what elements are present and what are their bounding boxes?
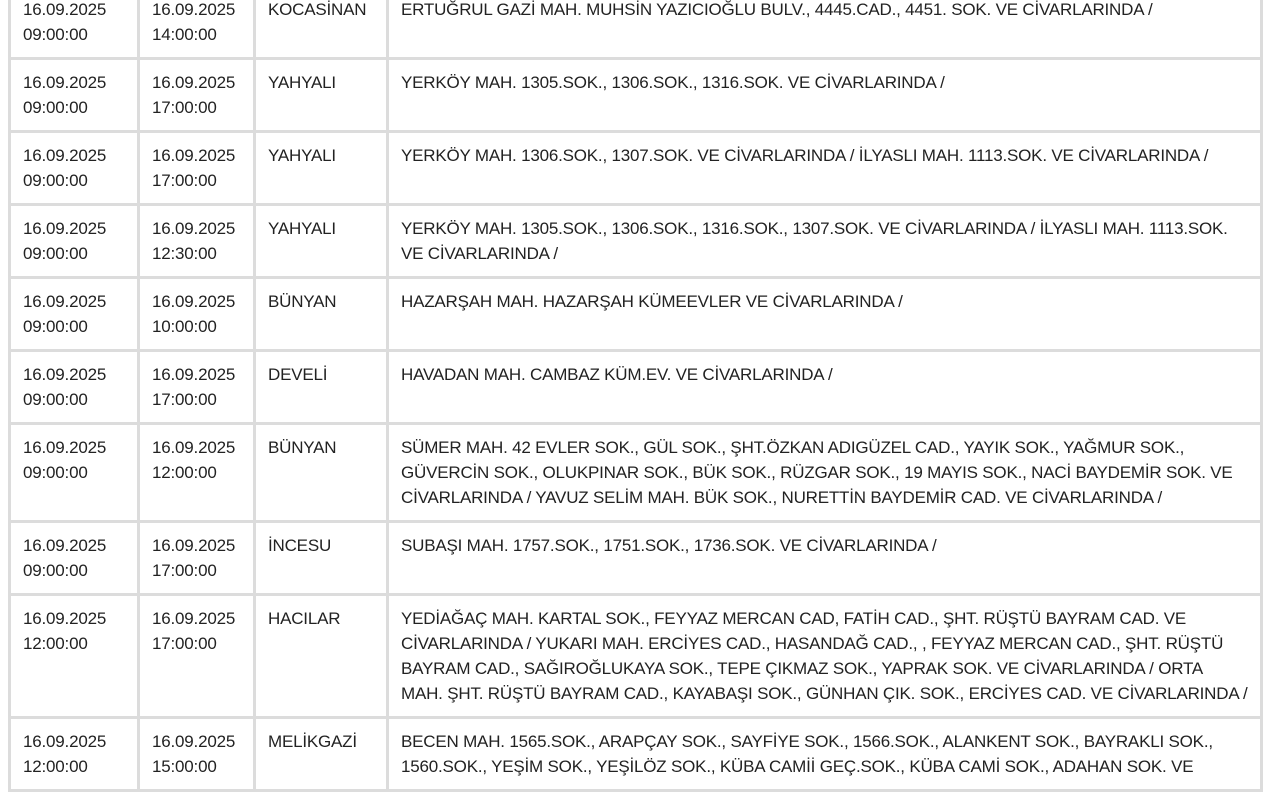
- end-datetime-cell: [140, 352, 253, 422]
- end-time: 17:00:00: [152, 98, 217, 117]
- start-date: 16.09.2025: [23, 609, 107, 628]
- description-cell: HAVADAN MAH. CAMBAZ KÜM.EV. VE CİVARLARINDA /: [389, 352, 1260, 422]
- start-datetime-cell: [11, 523, 137, 593]
- description-cell: SUBAŞI MAH. 1757.SOK., 1751.SOK., 1736.SOK. VE CİVARLARINDA /: [389, 523, 1260, 593]
- end-date: 16.09.2025: [152, 609, 236, 628]
- start-time: 12:00:00: [23, 757, 88, 776]
- start-date: 16.09.2025: [23, 292, 107, 311]
- table-row: [11, 133, 1260, 203]
- start-time: 09:00:00: [23, 171, 88, 190]
- table-row: [11, 425, 1260, 520]
- end-date: 16.09.2025: [152, 365, 236, 384]
- end-time: 17:00:00: [152, 171, 217, 190]
- power-outage-table: [8, 0, 1263, 792]
- end-datetime-cell: [140, 0, 253, 57]
- end-datetime-cell: [140, 133, 253, 203]
- end-date: 16.09.2025: [152, 732, 236, 751]
- start-time: 09:00:00: [23, 463, 88, 482]
- start-date: 16.09.2025: [23, 0, 107, 19]
- end-date: 16.09.2025: [152, 292, 236, 311]
- end-time: 17:00:00: [152, 561, 217, 580]
- end-datetime-cell: [140, 523, 253, 593]
- end-time: 17:00:00: [152, 390, 217, 409]
- start-date: 16.09.2025: [23, 146, 107, 165]
- district-cell: İNCESU: [256, 523, 386, 593]
- district-cell: MELİKGAZİ: [256, 719, 386, 789]
- start-time: 09:00:00: [23, 25, 88, 44]
- description-cell: YEDİAĞAÇ MAH. KARTAL SOK., FEYYAZ MERCAN CAD, FATİH CAD., ŞHT. RÜŞTÜ BAYRAM CAD. VE CİVARLARINDA / YUKARI MAH. ERCİYES CAD., HASANDAĞ CAD., , FEYYAZ MERCAN CAD., ŞHT. RÜŞTÜ BAYRAM CAD., SAĞIROĞLUKAYA SOK., TEPE ÇIKMAZ SOK., YAPRAK SOK. VE CİVARLARINDA / ORTA MAH. ŞHT. RÜŞTÜ BAYRAM CAD., KAYABAŞI SOK., GÜNHAN ÇIK. SOK., ERCİYES CAD. VE CİVARLARINDA /: [389, 596, 1260, 716]
- district-cell: YAHYALI: [256, 133, 386, 203]
- table-row: [11, 596, 1260, 716]
- district-cell: DEVELİ: [256, 352, 386, 422]
- end-time: 12:30:00: [152, 244, 217, 263]
- district-cell: YAHYALI: [256, 60, 386, 130]
- end-datetime-cell: [140, 279, 253, 349]
- start-datetime-cell: [11, 352, 137, 422]
- table-row: [11, 206, 1260, 276]
- start-date: 16.09.2025: [23, 365, 107, 384]
- start-time: 09:00:00: [23, 244, 88, 263]
- table-row: [11, 60, 1260, 130]
- table-row: [11, 279, 1260, 349]
- end-date: 16.09.2025: [152, 536, 236, 555]
- district-cell: KOCASİNAN: [256, 0, 386, 57]
- end-date: 16.09.2025: [152, 73, 236, 92]
- start-date: 16.09.2025: [23, 219, 107, 238]
- table-row: [11, 352, 1260, 422]
- description-cell: ERTUĞRUL GAZİ MAH. MUHSİN YAZICIOĞLU BULV., 4445.CAD., 4451. SOK. VE CİVARLARINDA /: [389, 0, 1260, 57]
- description-cell: BECEN MAH. 1565.SOK., ARAPÇAY SOK., SAYFİYE SOK., 1566.SOK., ALANKENT SOK., BAYRAKLI SOK., 1560.SOK., YEŞİM SOK., YEŞİLÖZ SOK., KÜBA CAMİİ GEÇ.SOK., KÜBA CAMİ SOK., ADAHAN SOK. VE: [389, 719, 1260, 789]
- description-cell: YERKÖY MAH. 1305.SOK., 1306.SOK., 1316.SOK., 1307.SOK. VE CİVARLARINDA / İLYASLI MAH. 1113.SOK. VE CİVARLARINDA /: [389, 206, 1260, 276]
- district-cell: HACILAR: [256, 596, 386, 716]
- table-row: [11, 0, 1260, 57]
- end-date: 16.09.2025: [152, 438, 236, 457]
- start-datetime-cell: [11, 719, 137, 789]
- description-cell: YERKÖY MAH. 1305.SOK., 1306.SOK., 1316.SOK. VE CİVARLARINDA /: [389, 60, 1260, 130]
- start-date: 16.09.2025: [23, 73, 107, 92]
- district-cell: BÜNYAN: [256, 425, 386, 520]
- district-cell: YAHYALI: [256, 206, 386, 276]
- table-row: [11, 523, 1260, 593]
- start-datetime-cell: [11, 425, 137, 520]
- end-datetime-cell: [140, 596, 253, 716]
- description-cell: SÜMER MAH. 42 EVLER SOK., GÜL SOK., ŞHT.ÖZKAN ADIGÜZEL CAD., YAYIK SOK., YAĞMUR SOK., GÜVERCİN SOK., OLUKPINAR SOK., BÜK SOK., RÜZGAR SOK., 19 MAYIS SOK., NACİ BAYDEMİR SOK. VE CİVARLARINDA / YAVUZ SELİM MAH. BÜK SOK., NURETTİN BAYDEMİR CAD. VE CİVARLARINDA /: [389, 425, 1260, 520]
- start-date: 16.09.2025: [23, 438, 107, 457]
- end-datetime-cell: [140, 60, 253, 130]
- start-datetime-cell: [11, 60, 137, 130]
- start-datetime-cell: [11, 0, 137, 57]
- table-row: [11, 719, 1260, 789]
- start-datetime-cell: [11, 279, 137, 349]
- start-time: 09:00:00: [23, 561, 88, 580]
- description-cell: YERKÖY MAH. 1306.SOK., 1307.SOK. VE CİVARLARINDA / İLYASLI MAH. 1113.SOK. VE CİVARLARINDA /: [389, 133, 1260, 203]
- end-time: 14:00:00: [152, 25, 217, 44]
- end-date: 16.09.2025: [152, 146, 236, 165]
- end-time: 17:00:00: [152, 634, 217, 653]
- start-datetime-cell: [11, 206, 137, 276]
- end-date: 16.09.2025: [152, 219, 236, 238]
- start-time: 09:00:00: [23, 390, 88, 409]
- end-datetime-cell: [140, 425, 253, 520]
- end-datetime-cell: [140, 719, 253, 789]
- end-datetime-cell: [140, 206, 253, 276]
- start-datetime-cell: [11, 133, 137, 203]
- end-time: 15:00:00: [152, 757, 217, 776]
- end-date: 16.09.2025: [152, 0, 236, 19]
- end-time: 12:00:00: [152, 463, 217, 482]
- start-datetime-cell: [11, 596, 137, 716]
- start-time: 09:00:00: [23, 317, 88, 336]
- district-cell: BÜNYAN: [256, 279, 386, 349]
- description-cell: HAZARŞAH MAH. HAZARŞAH KÜMEEVLER VE CİVARLARINDA /: [389, 279, 1260, 349]
- end-time: 10:00:00: [152, 317, 217, 336]
- start-time: 09:00:00: [23, 98, 88, 117]
- start-date: 16.09.2025: [23, 536, 107, 555]
- start-date: 16.09.2025: [23, 732, 107, 751]
- start-time: 12:00:00: [23, 634, 88, 653]
